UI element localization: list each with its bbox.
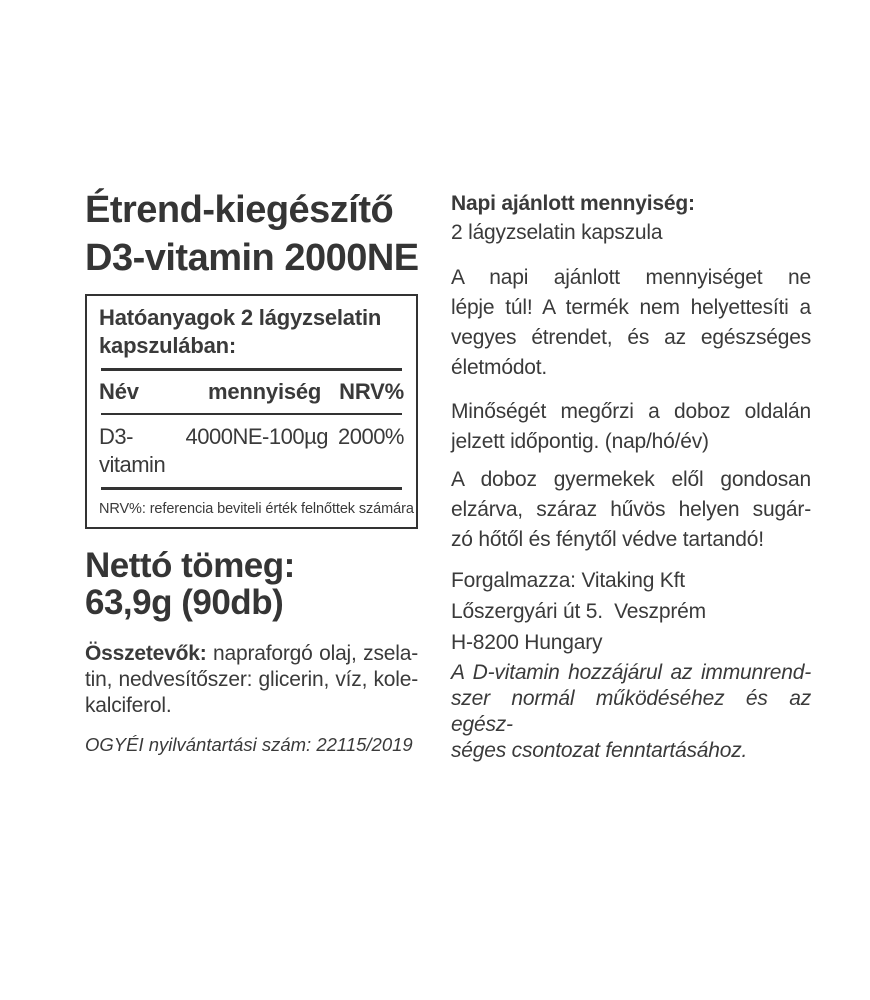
product-title: Étrend-kiegészítő D3-vitamin 2000NE xyxy=(85,189,419,279)
storage-paragraph: A doboz gyermekek elől gondosan elzárva, száraz hűvös helyen sugár- zó hőtől és fénytől védve tartandó! xyxy=(451,468,811,551)
column-header-name: Név xyxy=(99,379,139,404)
dosage-heading: Napi ajánlott mennyiség: xyxy=(451,192,695,215)
net-weight: Nettó tömeg: 63,9g (90db) xyxy=(85,546,295,622)
nrv-footnote: NRV%: referencia beviteli érték felnőttek számára xyxy=(99,501,414,517)
table-divider-middle xyxy=(101,413,402,415)
ingredients-line2: tin, nedvesítőszer: glicerin, víz, kole- xyxy=(85,668,418,691)
health-claim-paragraph: A D-vitamin hozzájárul az immunrend- szer normál működéséhez és az egész- séges csontozat fenntartásához. xyxy=(451,661,811,762)
ingredient-quantity: 4000NE-100µg xyxy=(185,424,328,449)
ingredients-line1: napraforgó olaj, zsela- xyxy=(206,642,418,665)
distributor-block: Forgalmazza: Vitaking Kft Lőszergyári út 5. Veszprém H-8200 Hungary xyxy=(451,569,706,654)
table-title: Hatóanyagok 2 lágyzselatin kapszulában: xyxy=(99,305,382,358)
label-left-column xyxy=(85,186,418,756)
column-header-nrv: NRV% xyxy=(339,379,404,404)
registration-number: OGYÉI nyilvántartási szám: 22115/2019 xyxy=(85,734,413,755)
table-divider-bottom xyxy=(101,487,402,490)
column-header-quantity: mennyiség xyxy=(208,379,322,404)
expiry-paragraph: Minőségét megőrzi a doboz oldalán jelzett időpontig. (nap/hó/év) xyxy=(451,400,811,453)
ingredients-label: Összetevők: xyxy=(85,642,207,665)
ingredient-nrv: 2000% xyxy=(337,424,404,449)
table-divider-top xyxy=(101,368,402,371)
table-column-headers xyxy=(99,379,404,405)
ingredients-paragraph xyxy=(85,641,418,719)
ingredient-name: D3-vitamin xyxy=(99,424,166,477)
warning-paragraph: A napi ajánlott mennyiséget ne lépje túl! A termék nem helyettesíti a vegyes étrendet, és az egészséges életmódot. xyxy=(451,266,811,379)
active-ingredients-table xyxy=(85,294,418,529)
ingredients-line3: kalciferol. xyxy=(85,694,172,717)
dosage-block xyxy=(451,189,811,247)
table-row xyxy=(99,423,404,479)
dosage-value: 2 lágyzselatin kapszula xyxy=(451,221,663,244)
label-right-column xyxy=(451,189,811,764)
